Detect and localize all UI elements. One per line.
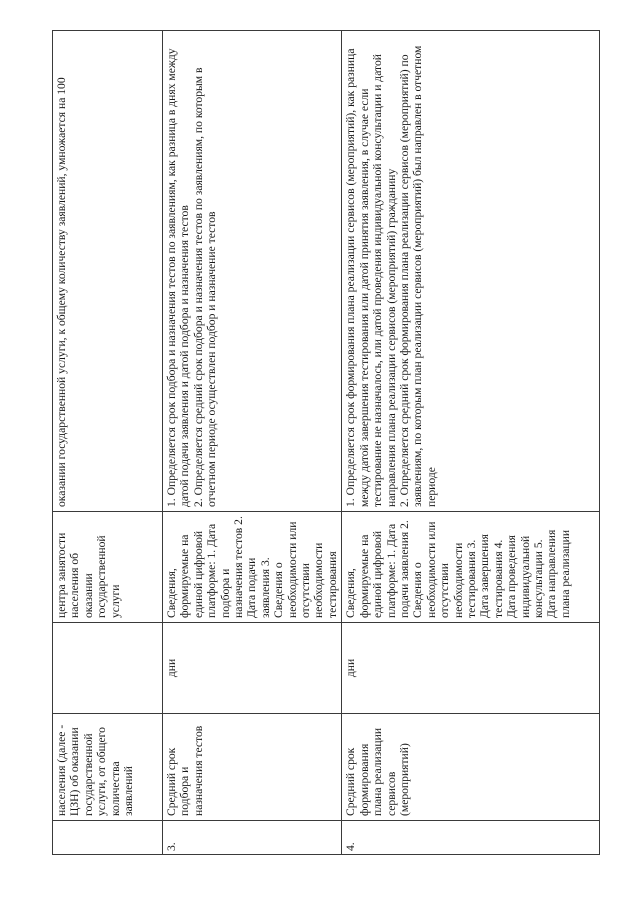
row-number: 4. (342, 821, 600, 855)
row-number: 3. (163, 821, 342, 855)
method-line: оказании государственной услуги, к общему количеству заявлений, умножается на 100 (55, 77, 68, 507)
method-line: 1. Определяется срок подбора и назначения тестов по заявлениям, как разница в днях между датой подачи заявления и датой подбора и назначения тестов (165, 48, 192, 507)
indicator-name: Средний срок формирования плана реализации сервисов (мероприятий) (342, 714, 600, 821)
data-source: Сведения, формируемые на единой цифровой платформе: 1. Дата подачи заявления 2. Сведения о необходимости или отсутствии необходимости тестирования 3. Дата завершения тестирования 4. Дата проведения индивидуальной консультации 5. Дата направления плана реализации (342, 512, 600, 623)
data-source: Сведения, формируемые на единой цифровой платформе: 1. Дата подбора и назначения тестов 2. Дата подачи заявления 3. Сведения о необходимости или отсутствии необходимости тестирования (163, 512, 342, 623)
table-row (342, 31, 600, 855)
unit-of-measure: дни (163, 623, 342, 714)
table-row (163, 31, 342, 855)
method-line: 2. Определяется средний срок формирования плана реализации сервисов (мероприятий) по заявлениям, по которым план реализации сервисов (мероприятий) был направлен в отчетном периоде (397, 45, 438, 507)
row-number (53, 821, 163, 855)
unit-of-measure: дни (342, 623, 600, 714)
data-source: центра занятости населения об оказании государственной услуги (53, 512, 163, 623)
calculation-method (163, 31, 342, 512)
unit-of-measure (53, 623, 163, 714)
indicator-name: Средний срок подбора и назначения тестов (163, 714, 342, 821)
method-line: 1. Определяется срок формирования плана реализации сервисов (мероприятий), как разница между датой завершения тестирования или датой принятия заявления, в случае если тестирование не назначалось, или датой проведения индивидуальной консультации и датой направления плана реализации сервисов (мероприятий) гражданину (344, 48, 398, 507)
table-row (53, 31, 163, 855)
indicator-name: населения (далее - ЦЗН) об оказании государственной услуги, от общего количества заявлений (53, 714, 163, 821)
calculation-method (342, 31, 600, 512)
rotated-page (52, 30, 582, 855)
indicators-table (52, 30, 600, 855)
calculation-method (53, 31, 163, 512)
method-line: 2. Определяется средний срок подбора и назначения тестов по заявлениям, по которым в отчетном периоде осуществлен подбор и назначение тестов (191, 67, 219, 507)
